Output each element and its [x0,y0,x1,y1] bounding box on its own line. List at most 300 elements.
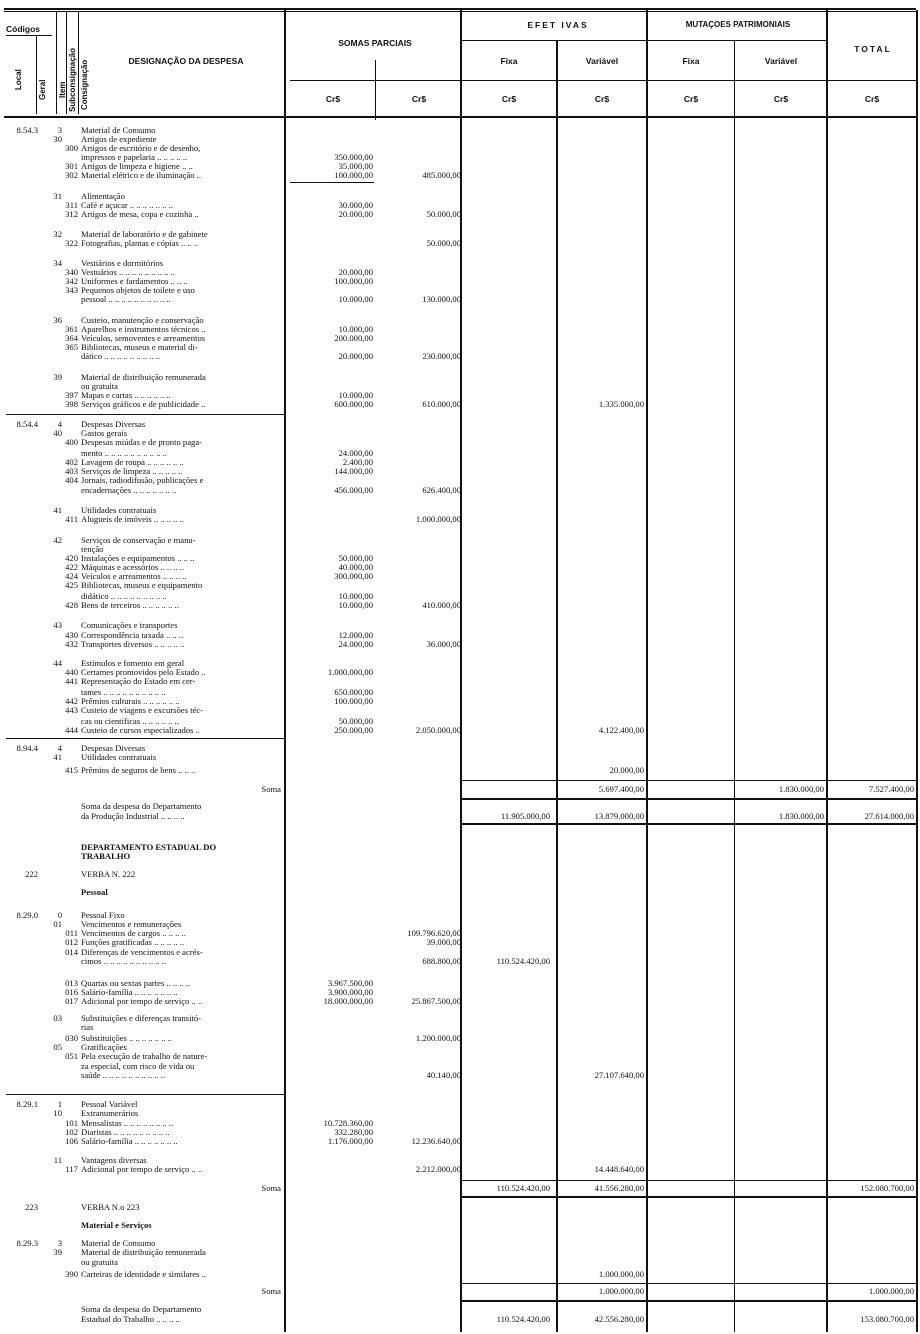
row-description: Comunicações e transportes [81,621,178,630]
row-partial-sum-2: 1.200.000,00 [415,1033,461,1043]
row-description: VERBA N.o 223 [81,1203,140,1212]
row-item-code: 39 [53,1247,62,1257]
row-partial-sum-2: 410.000,00 [422,600,461,610]
row-item-code: 32 [53,229,62,239]
row-description: Veículos e arreamentos .. .. .. .. [81,572,187,581]
table-row [0,852,920,862]
table-row [0,1203,920,1213]
row-partial-sum-2: 230.000,00 [422,351,461,361]
soma-rule-1b [462,798,916,800]
table-row [0,486,920,496]
row-efetivas-variavel: 20.000,00 [609,765,644,775]
row-subconsignacao-code: 014 [65,947,78,957]
currency-rule [290,80,916,81]
row-description: Serviços gráficos e de publicidade .. [81,400,206,409]
row-partial-sum-2: 40.140,00 [426,1070,461,1080]
row-description: Alimentação [81,192,125,201]
table-row [0,515,920,525]
row-description: Serviços de limpeza .. .. .. .. .. [81,467,183,476]
row-partial-sum-1: 200.000,00 [334,333,373,343]
row-partial-sum-1: 100.000,00 [334,276,373,286]
table-row [0,870,920,880]
row-description: Adicional por tempo de serviço .. .. [81,997,203,1006]
row-partial-sum-1: 100.000,00 [334,170,373,180]
row-local-code: 8.29.1 [16,1099,38,1109]
row-subconsignacao-code: 102 [65,1127,78,1137]
row-subconsignacao-code: 441 [65,676,78,686]
row-partial-sum-1: 100.000,00 [334,696,373,706]
row-description: encadernações .. .. .. .. .. .. .. [81,486,177,495]
row-description: Vantagens diversas [81,1156,147,1165]
row-local-code: 8.54.4 [16,419,38,429]
row-item-code: 3 [57,125,62,135]
row-description: Alugueis de imóveis .. .. .. .. .. [81,515,184,524]
row-partial-sum-1: 20.000,00 [338,209,373,219]
row-description: Café e açucar .. .. .. .. .. .. .. [81,201,173,210]
table-row [0,210,920,220]
row-item-code: 42 [53,535,62,545]
table-row [0,640,920,650]
row-description: mento .. .. .. .. .. .. .. .. .. .. [81,449,167,458]
row-description: Vencimentos de cargos .. .. .. .. [81,929,186,938]
row-partial-sum-1: 35.000,00 [338,161,373,171]
row-partial-sum-1: 10.000,00 [338,324,373,334]
row-subconsignacao-code: 302 [65,170,78,180]
row-subconsignacao-code: 420 [65,553,78,563]
row-partial-sum-1: 456.000,00 [334,485,373,495]
row-partial-sum-1: 10.000,00 [338,390,373,400]
row-description: Vencimentos e remunerações [81,920,182,929]
row-description: Material de laboratório e de gabinete [81,230,208,239]
soma-rule-1 [462,780,916,781]
row-description: Material de distribuição remunerada [81,1248,206,1257]
row-total: 27.614.000,00 [864,811,914,821]
row-item-code: 4 [57,419,62,429]
row-subconsignacao-code: 403 [65,466,78,476]
row-subconsignacao-code: 300 [65,143,78,153]
row-efetivas-variavel: 1.000.000,00 [598,1286,644,1296]
table-row [0,997,920,1007]
row-partial-sum-1: 10.000,00 [338,591,373,601]
row-subconsignacao-code: 106 [65,1136,78,1146]
row-subconsignacao-code: 404 [65,475,78,485]
row-description: Veículos, semoventes e arreamentos [81,334,206,343]
row-subconsignacao-code: 365 [65,342,78,352]
header-subconsignacao: Subconsignação [68,47,77,112]
row-subconsignacao-code: 312 [65,209,78,219]
row-item-code: 40 [53,428,62,438]
row-description: Material elétrico e de iluminação .. [81,171,202,180]
row-total: 1.000.000,00 [868,1286,914,1296]
row-description: Bibliotecas, museus e equipamento [81,581,203,590]
currency-p2: Cr$ [411,94,427,104]
row-description: Máquinas e acessórios .. .. .. .. [81,563,185,572]
row-description: Bibliotecas, museus e material di- [81,343,198,352]
header-total: TOTAL [854,44,892,54]
header-designacao: DESIGNAÇÃO DA DESPESA [128,56,244,66]
header-efetivas-variavel: Variável [585,56,619,66]
table-row [0,171,920,181]
row-subconsignacao-code: 390 [65,1269,78,1279]
currency-ef: Cr$ [501,94,517,104]
row-description: pessoal .. .. .. .. .. .. .. .. .. .. [81,295,171,304]
row-description: Fotografias, plantas e cópias .. .. .. [81,239,199,248]
row-subconsignacao-code: 440 [65,667,78,677]
row-partial-sum-1: 350.000,00 [334,152,373,162]
row-total: 7.527.400,00 [868,784,914,794]
row-item-code: 44 [53,658,62,668]
table-row [0,601,920,611]
table-row [0,1270,920,1280]
row-description: cas ou científicas .. .. .. .. .. .. [81,717,179,726]
row-description: Custeio de cursos especializados .. [81,726,200,735]
row-item-code: 1 [57,1099,62,1109]
row-subconsignacao-code: 361 [65,324,78,334]
row-description: Gratificações [81,1043,127,1052]
row-total: 153.080.700,00 [860,1314,914,1324]
header-item: Item [58,81,67,98]
row-subconsignacao-code: 342 [65,276,78,286]
row-description: Estadual do Trabalho .. .. .. .. [81,1315,180,1324]
row-subconsignacao-code: 364 [65,333,78,343]
row-efetivas-variavel: 1.335.000,00 [598,399,644,409]
row-partial-sum-2: 109.796.620,00 [407,928,461,938]
table-row [0,1287,920,1297]
row-efetivas-variavel: 14.448.640,00 [594,1164,644,1174]
header-geral: Geral [38,79,47,100]
row-item-code: 34 [53,258,62,268]
row-description: ou gratuita [81,1258,118,1267]
row-partial-sum-1: 50.000,00 [338,716,373,726]
row-efetivas-variavel: 4.122.400,00 [598,725,644,735]
row-partial-sum-1: 332.280,00 [334,1127,373,1137]
row-efetivas-variavel: 42.556.280,00 [594,1314,644,1324]
row-local-code: 8.94.4 [16,743,38,753]
row-description: Custeio, manutenção e conservação [81,316,204,325]
sep-8544 [6,414,284,415]
row-item-code: 31 [53,191,62,201]
table-row [0,621,920,631]
row-description: Transportes diversos .. .. .. .. .. [81,640,185,649]
table-row [0,677,920,687]
currency-mf: Cr$ [683,94,699,104]
row-description: Representação do Estado em cer- [81,677,196,686]
code-divider-2 [56,12,57,114]
row-description: impressos e papelaria .. .. .. .. .. [81,153,188,162]
row-subconsignacao-code: 425 [65,580,78,590]
row-partial-sum-2: 2.212.000,00 [415,1164,461,1174]
row-description: Artigos de expediente [81,135,157,144]
row-partial-sum-1: 24.000,00 [338,639,373,649]
row-subconsignacao-code: 432 [65,639,78,649]
row-description: Diferenças de vencimentos e acrés- [81,948,203,957]
row-efetivas-variavel: 41.556.280,00 [594,1183,644,1193]
header-efetivas-fixa: Fixa [500,56,518,66]
row-partial-sum-2: 25.867.500,00 [411,996,461,1006]
row-partial-sum-2: 130.000,00 [422,294,461,304]
row-partial-sum-1: 1.000.000,00 [327,667,373,677]
row-description: Quartas ou sextas partes .. .. .. .. [81,979,191,988]
row-item-code: 41 [53,752,62,762]
row-description: cimos .. .. .. .. .. .. .. .. .. .. [81,957,166,966]
row-partial-sum-1: 2.400,00 [342,457,373,467]
row-description: Utilidades contratuais [81,506,157,515]
table-row [0,1315,920,1325]
row-description: Soma da despesa do Departamento [81,1305,202,1314]
table-row [0,1109,920,1119]
row-description: Pessoal Variável [81,1100,138,1109]
row-item-code: 36 [53,315,62,325]
row-description: Soma [261,1184,281,1193]
row-subconsignacao-code: 343 [65,285,78,295]
row-description: didático .. .. .. .. .. .. .. .. .. [81,592,167,601]
row-subconsignacao-code: 415 [65,765,78,775]
row-description: Certames promovidos pelo Estado .. [81,668,206,677]
table-row [0,888,920,898]
sep-8944 [6,738,284,739]
row-description: Salário-família .. .. .. .. .. .. .. [81,1137,178,1146]
row-partial-sum-2: 2.050.000,00 [415,725,461,735]
row-description: Vestiários e dormitórios [81,259,164,268]
soma-rule-3b [462,1300,916,1302]
row-efetivas-fixa: 110.524.420,00 [496,1314,550,1324]
row-subconsignacao-code: 013 [65,978,78,988]
row-description: Salário-família .. .. .. .. .. .. .. [81,988,178,997]
row-description: Artigos de escritório e de desenho, [81,144,201,153]
row-partial-sum-1: 144.000,00 [334,466,373,476]
codigos-underline [6,35,52,36]
row-subconsignacao-code: 011 [65,928,78,938]
row-efetivas-variavel: 1.000.000,00 [598,1269,644,1279]
row-description: Custeio de viagens e excursões téc- [81,706,203,715]
row-description: Prêmios culturais .. .. .. .. .. .. [81,697,180,706]
row-partial-sum-1: 600.000,00 [334,399,373,409]
row-partial-sum-1: 650.000,00 [334,687,373,697]
row-item-code: 01 [53,919,62,929]
row-subconsignacao-code: 117 [65,1164,78,1174]
row-efetivas-variavel: 27.107.640,00 [594,1070,644,1080]
row-description: Material de Consumo [81,1239,156,1248]
soma-rule-1c [462,823,916,825]
row-subconsignacao-code: 397 [65,390,78,400]
row-item-code: 0 [57,910,62,920]
row-description: Despesas Diversas [81,744,146,753]
table-row [0,400,920,410]
row-description: DEPARTAMENTO ESTADUAL DO [81,843,217,852]
row-description: Adicional por tempo de serviço .. .. [81,1165,203,1174]
row-partial-sum-1: 30.000,00 [338,200,373,210]
row-description: Substituições e diferenças transitó- [81,1014,202,1023]
sep-8291 [6,1094,284,1095]
row-partial-sum-2: 12.236.640,00 [411,1136,461,1146]
row-partial-sum-1: 10.000,00 [338,294,373,304]
code-divider-1 [36,36,37,114]
row-partial-sum-1: 40.000,00 [338,562,373,572]
row-subconsignacao-code: 430 [65,630,78,640]
row-partial-sum-1: 1.176.000,00 [327,1136,373,1146]
row-description: Despesas Diversas [81,420,146,429]
row-efetivas-variavel: 5.697.400,00 [598,784,644,794]
row-partial-sum-2: 688.800,00 [422,956,461,966]
row-description: Pessoal Fixo [81,911,125,920]
row-subconsignacao-code: 030 [65,1033,78,1043]
row-item-code: 41 [53,505,62,515]
table-row [0,766,920,776]
row-partial-sum-1: 24.000,00 [338,448,373,458]
col-rule-somas-split [375,60,376,120]
header-consignacao: Consignação [80,59,89,110]
row-description: za especial, com risco de vida ou [81,1062,195,1071]
row-description: Aparelhos e instrumentos técnicos .. [81,325,206,334]
row-description: Material de distribuição remunerada [81,373,206,382]
row-description: Correspondência taxada .. .. .. [81,631,184,640]
header-mutacoes: MUTAÇOES PATRIMONIAIS [685,20,791,29]
row-description: Mapas e cartas .. .. .. .. .. .. [81,391,171,400]
header-local: Local [14,69,23,90]
row-description: Utilidades contratuais [81,753,157,762]
row-partial-sum-2: 50.000,00 [426,209,461,219]
row-description: Mensalistas .. .. .. .. .. .. .. .. [81,1119,174,1128]
row-subconsignacao-code: 442 [65,696,78,706]
row-partial-sum-2: 610.000,00 [422,399,461,409]
row-partial-sum-1: 300.000,00 [334,571,373,581]
row-subconsignacao-code: 101 [65,1118,78,1128]
row-partial-sum-1: 20.000,00 [338,267,373,277]
subheader-rule [460,40,826,41]
row-item-code: 11 [53,1155,62,1165]
table-row [0,295,920,305]
table-row [0,706,920,716]
table-row [0,1248,920,1258]
row-partial-sum-1: 10.728.360,00 [323,1118,373,1128]
row-total: 152.080.700,00 [860,1183,914,1193]
row-subconsignacao-code: 311 [65,200,78,210]
table-row [0,753,920,763]
row-efetivas-fixa: 11.905.000,00 [500,811,550,821]
row-description: Artigos de limpeza e higiene .. .. [81,162,193,171]
row-subconsignacao-code: 400 [65,437,78,447]
table-row [0,957,920,967]
row-subconsignacao-code: 422 [65,562,78,572]
row-subconsignacao-code: 402 [65,457,78,467]
row-description: tenção [81,545,104,554]
row-description: Carteiras de identidade e similares .. [81,1270,206,1279]
row-description: Artigos de mesa, copa e cozinha .. [81,210,199,219]
currency-p1: Cr$ [325,94,341,104]
row-item-code: 10 [53,1108,62,1118]
row-subconsignacao-code: 016 [65,987,78,997]
row-partial-sum-1: 18.000.000,00 [323,996,373,1006]
row-partial-sum-1: 50.000,00 [338,553,373,563]
row-mutacoes-variavel: 1.830.000,00 [778,784,824,794]
row-item-code: 43 [53,620,62,630]
table-row [0,239,920,249]
table-row [0,1023,920,1033]
row-description: Serviços de conservação e manu- [81,536,196,545]
row-subconsignacao-code: 428 [65,600,78,610]
row-description: dático .. .. .. .. .. .. .. .. .. [81,352,161,361]
code-divider-3 [66,12,67,114]
row-description: da Produção Industrial .. .. .. .. [81,812,185,821]
row-description: Diaristas .. .. .. .. .. .. .. .. .. [81,1128,170,1137]
row-subconsignacao-code: 340 [65,267,78,277]
table-row [0,1305,920,1315]
table-row [0,352,920,362]
currency-tot: Cr$ [864,94,880,104]
row-item-code: 3 [57,1238,62,1248]
row-description: Gastos gerais [81,429,128,438]
row-description: rias [81,1023,94,1032]
row-description: Material e Serviços [81,1221,152,1230]
row-partial-sum-1: 3.967.500,00 [327,978,373,988]
table-row [0,581,920,591]
row-item-code: 30 [53,134,62,144]
row-description: VERBA N. 222 [81,870,136,879]
row-description: Substituições .. .. .. .. .. .. .. [81,1034,172,1043]
row-description: tames .. .. .. .. .. .. .. .. .. .. [81,688,166,697]
row-description: Bens de terceiros .. .. .. .. .. .. [81,601,179,610]
row-mutacoes-variavel: 1.830.000,00 [778,811,824,821]
row-description: Soma [261,1287,281,1296]
row-description: Vestuários .. .. .. .. .. .. .. .. .. [81,268,175,277]
row-efetivas-fixa: 110.524.420,00 [496,1183,550,1193]
row-partial-sum-1: 20.000,00 [338,351,373,361]
row-subconsignacao-code: 322 [65,238,78,248]
row-description: Soma da despesa do Departamento [81,802,202,811]
row-partial-sum-2: 36.000,00 [426,639,461,649]
row-partial-sum-1: 250.000,00 [334,725,373,735]
row-description: Pequenos objetos de toilete e uso [81,286,195,295]
row-subconsignacao-code: 398 [65,399,78,409]
row-partial-sum-2: 39.000,00 [426,937,461,947]
row-item-code: 03 [53,1013,62,1023]
row-local-code: 8.29.0 [16,910,38,920]
currency-mv: Cr$ [773,94,789,104]
row-local-code: 8.54.3 [16,125,38,135]
header-somas-parciais: SOMAS PARCIAIS [338,38,412,48]
row-item-code: 05 [53,1042,62,1052]
row-subconsignacao-code: 051 [65,1051,78,1061]
row-description: Pessoal [81,888,108,897]
table-row [0,812,920,822]
row-subconsignacao-code: 017 [65,996,78,1006]
row-partial-sum-2: 485.000,00 [422,170,461,180]
row-local-code: 8.29.3 [16,1238,38,1248]
row-description: Funções gratificadas .. .. .. .. .. [81,938,185,947]
header-codigos: Códigos [6,24,40,34]
row-subconsignacao-code: 424 [65,571,78,581]
row-subconsignacao-code: 301 [65,161,78,171]
table-row [0,1184,920,1194]
row-description: Extranumerários [81,1109,139,1118]
table-row [0,1052,920,1062]
row-partial-sum-2: 626.400,00 [422,485,461,495]
row-subconsignacao-code: 012 [65,937,78,947]
row-partial-sum-2: 50.000,00 [426,238,461,248]
header-mutacoes-variavel: Variável [764,56,798,66]
soma-rule-3 [462,1283,916,1284]
table-row [0,726,920,736]
code-divider-4 [78,12,79,114]
row-item-code: 4 [57,743,62,753]
row-description: TRABALHO [81,852,131,861]
header-efetivas: EFET IVAS [527,20,589,30]
row-subconsignacao-code: 411 [65,514,78,524]
row-local-code: 222 [25,869,38,879]
table-row [0,1137,920,1147]
row-item-code: 39 [53,372,62,382]
row-description: Uniformes e fardamentos .. .. .. [81,277,188,286]
